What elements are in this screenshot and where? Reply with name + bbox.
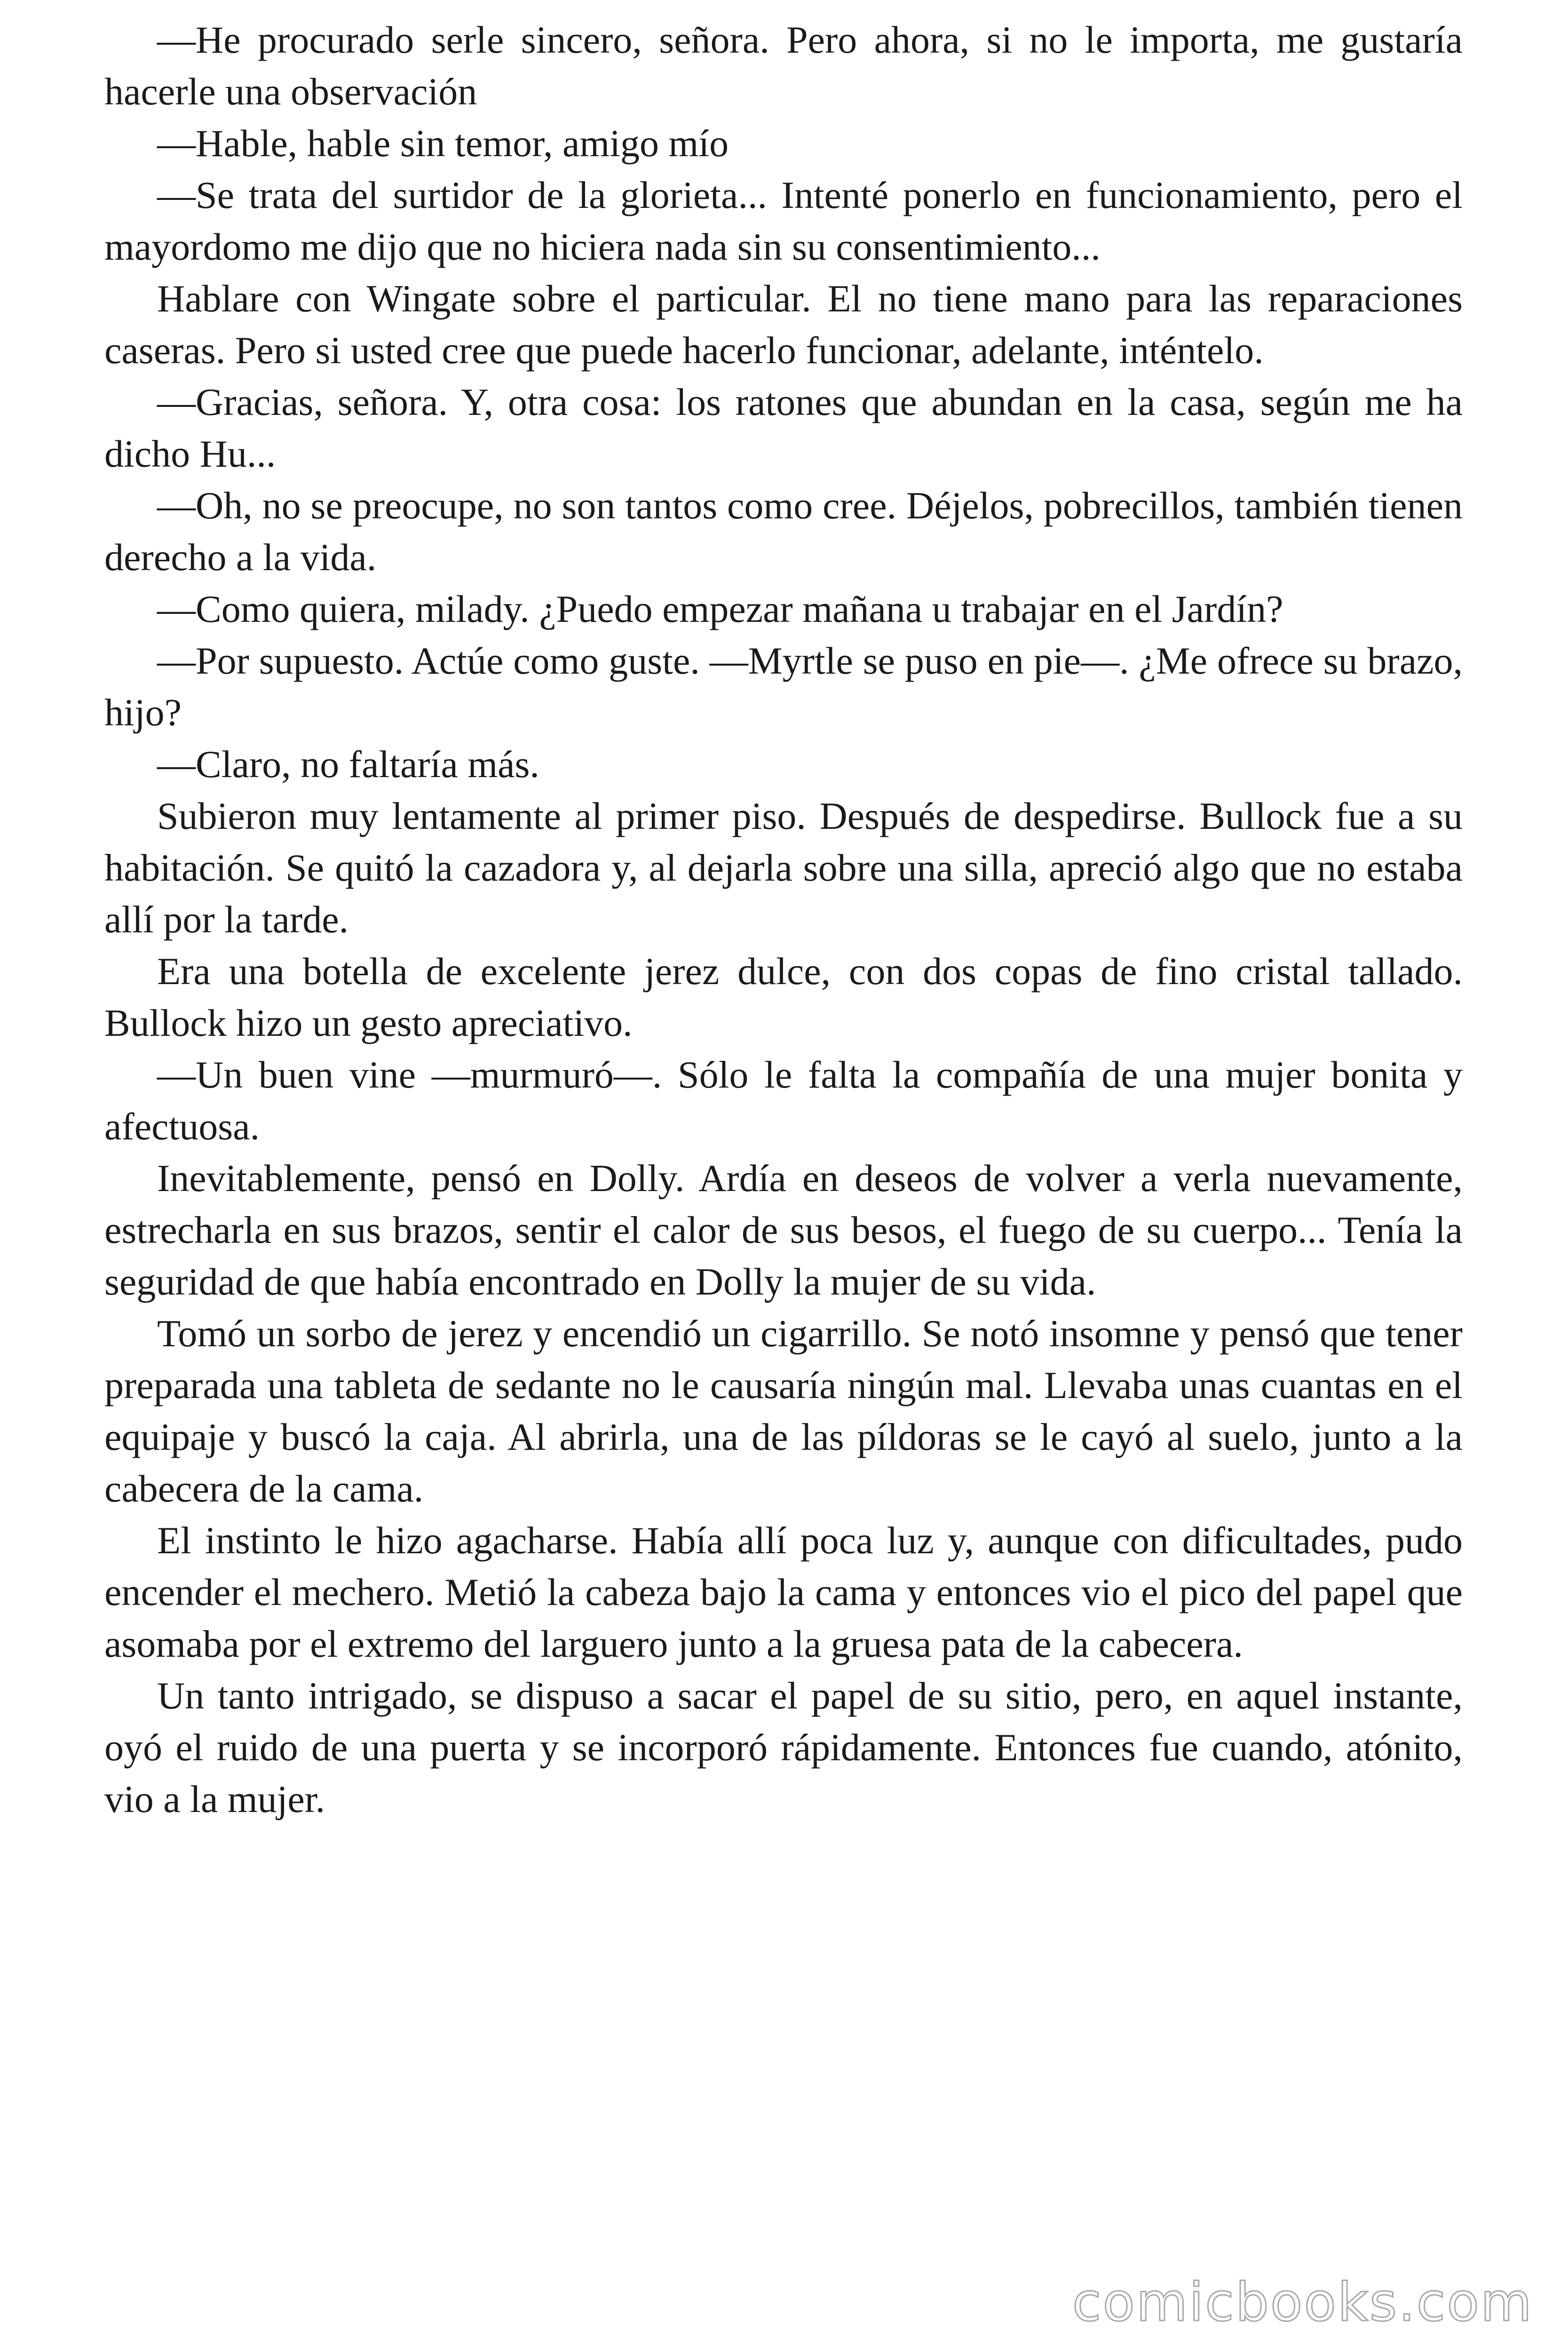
paragraph: Inevitablemente, pensó en Dolly. Ardía en deseos de volver a verla nuevamente, estrecharla en sus brazos, sentir el calor de sus besos, el fuego de su cuerpo... Tenía la seguridad de que había encontrado en Dolly la mujer de su vida. — [104, 1157, 1463, 1303]
watermark: comicbooks.com — [1072, 2272, 1533, 2333]
paragraph: —Por supuesto. Actúe como guste. —Myrtle se puso en pie—. ¿Me ofrece su brazo, hijo? — [104, 639, 1463, 734]
paragraph: —Gracias, señora. Y, otra cosa: los ratones que abundan en la casa, según me ha dicho Hu... — [104, 381, 1463, 475]
paragraph: —Como quiera, milady. ¿Puedo empezar mañana u trabajar en el Jardín? — [157, 588, 1283, 630]
paragraph: Subieron muy lentamente al primer piso. Después de despedirse. Bullock fue a su habitación. Se quitó la cazadora y, al dejarla sobre una silla, apreció algo que no estaba allí por la tarde. — [104, 795, 1463, 941]
paragraph: Tomó un sorbo de jerez y encendió un cigarrillo. Se notó insomne y pensó que tener preparada una tableta de sedante no le causaría ningún mal. Llevaba unas cuantas en el equipaje y buscó la caja. Al abrirla, una de las píldoras se le cayó al suelo, junto a la cabecera de la cama. — [104, 1312, 1463, 1510]
paragraph: —Un buen vine —murmuró—. Sólo le falta la compañía de una mujer bonita y afectuosa. — [104, 1053, 1463, 1148]
paragraph: Era una botella de excelente jerez dulce, con dos copas de fino cristal tallado. Bullock hizo un gesto apreciativo. — [104, 950, 1463, 1044]
paragraph: —Oh, no se preocupe, no son tantos como cree. Déjelos, pobrecillos, también tienen derecho a la vida. — [104, 484, 1463, 579]
paragraph: —Claro, no faltaría más. — [157, 743, 539, 786]
paragraph: Un tanto intrigado, se dispuso a sacar el papel de su sitio, pero, en aquel instante, oyó el ruido de una puerta y se incorporó rápidamente. Entonces fue cuando, atónito, vio a la mujer. — [104, 1674, 1463, 1820]
paragraph: Hablare con Wingate sobre el particular. El no tiene mano para las reparaciones caseras. Pero si usted cree que puede hacerlo funcionar, adelante, inténtelo. — [104, 277, 1463, 372]
paragraph: —He procurado serle sincero, señora. Pero ahora, si no le importa, me gustaría hacerle una observación — [104, 18, 1463, 113]
paragraph: —Hable, hable sin temor, amigo mío — [157, 122, 729, 165]
paragraph: El instinto le hizo agacharse. Había allí poca luz y, aunque con dificultades, pudo encender el mechero. Metió la cabeza bajo la cama y entonces vio el pico del papel que asomaba por el extremo del larguero junto a la gruesa pata de la cabecera. — [104, 1519, 1463, 1665]
body-text — [104, 14, 1463, 1825]
paragraph: —Se trata del surtidor de la glorieta... Intenté ponerlo en funcionamiento, pero el mayordomo me dijo que no hiciera nada sin su consentimiento... — [104, 174, 1463, 268]
